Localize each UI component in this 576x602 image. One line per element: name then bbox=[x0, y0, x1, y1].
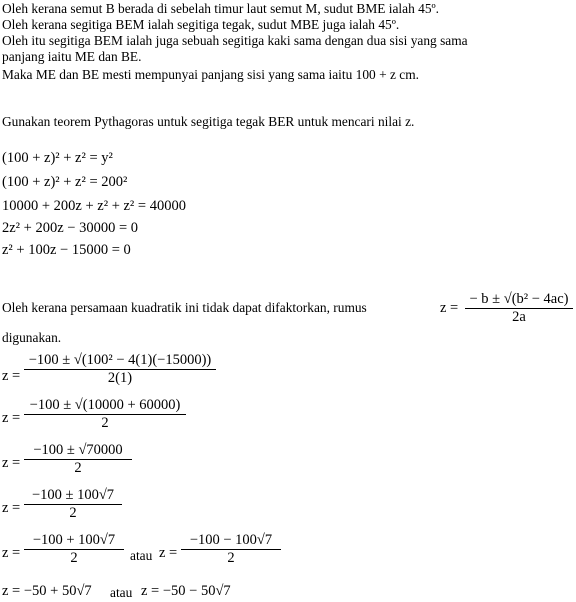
step-3-numerator: −100 ± √70000 bbox=[33, 442, 123, 458]
step-5-right-lhs: z = bbox=[159, 545, 178, 561]
step-4-numerator: −100 ± 100√7 bbox=[31, 487, 115, 503]
step-5-right-numerator: −100 − 100√7 bbox=[189, 532, 273, 548]
step-5-left-fraction bbox=[24, 532, 124, 567]
step-5-right-denominator: 2 bbox=[227, 550, 235, 566]
text-line-3: Oleh itu segitiga BEM ialah juga sebuah segitiga kaki sama dengan dua sisi yang sama bbox=[2, 33, 468, 48]
text-line-7: Oleh kerana persamaan kuadratik ini tidak dapat difaktorkan, rumus bbox=[2, 300, 367, 315]
formula-numerator: − b ± √(b² − 4ac) bbox=[469, 291, 569, 307]
step-5-right-fraction bbox=[181, 532, 281, 567]
step-5-left-denominator: 2 bbox=[70, 550, 78, 566]
step-2-numerator: −100 ± √(10000 + 60000) bbox=[29, 397, 181, 413]
step-2-lhs: z = bbox=[2, 410, 21, 426]
equation-3: 10000 + 200z + z² + z² = 40000 bbox=[2, 198, 186, 214]
step-5-left-lhs: z = bbox=[2, 545, 21, 561]
equation-2: (100 + z)² + z² = 200² bbox=[2, 174, 128, 190]
or-connector-2: atau bbox=[110, 585, 133, 600]
text-line-8: digunakan. bbox=[2, 330, 62, 345]
step-1-lhs: z = bbox=[2, 368, 21, 384]
or-connector-1: atau bbox=[130, 548, 153, 563]
equation-5: z² + 100z − 15000 = 0 bbox=[2, 242, 131, 258]
equation-1: (100 + z)² + z² = y² bbox=[2, 150, 113, 166]
text-line-4: panjang iaitu ME dan BE. bbox=[2, 49, 142, 64]
formula-denominator: 2a bbox=[512, 309, 526, 325]
step-3-denominator: 2 bbox=[74, 460, 82, 476]
answer-left: z = −50 + 50√7 bbox=[2, 583, 92, 599]
step-3-fraction bbox=[24, 442, 132, 477]
answer-right: z = −50 − 50√7 bbox=[141, 583, 231, 599]
step-2-denominator: 2 bbox=[101, 415, 109, 431]
quadratic-formula bbox=[465, 291, 573, 326]
step-2-fraction bbox=[24, 397, 186, 432]
step-4-denominator: 2 bbox=[69, 505, 77, 521]
step-4-lhs: z = bbox=[2, 500, 21, 516]
text-line-6: Gunakan teorem Pythagoras untuk segitiga tegak BER untuk mencari nilai z. bbox=[2, 114, 415, 129]
step-3-lhs: z = bbox=[2, 455, 21, 471]
step-5-left-numerator: −100 + 100√7 bbox=[32, 532, 116, 548]
step-4-fraction bbox=[24, 487, 122, 522]
equation-4: 2z² + 200z − 30000 = 0 bbox=[2, 220, 139, 236]
text-line-2: Oleh kerana segitiga BEM ialah segitiga tegak, sudut MBE juga ialah 45º. bbox=[2, 17, 400, 32]
step-1-fraction bbox=[24, 352, 216, 387]
formula-lhs: z = bbox=[440, 300, 459, 316]
text-line-5: Maka ME dan BE mesti mempunyai panjang sisi yang sama iaitu 100 + z cm. bbox=[2, 67, 419, 82]
step-1-denominator: 2(1) bbox=[107, 370, 133, 386]
text-line-1: Oleh kerana semut B berada di sebelah timur laut semut M, sudut BME ialah 45º. bbox=[2, 1, 440, 16]
step-1-numerator: −100 ± √(100² − 4(1)(−15000)) bbox=[28, 352, 212, 368]
